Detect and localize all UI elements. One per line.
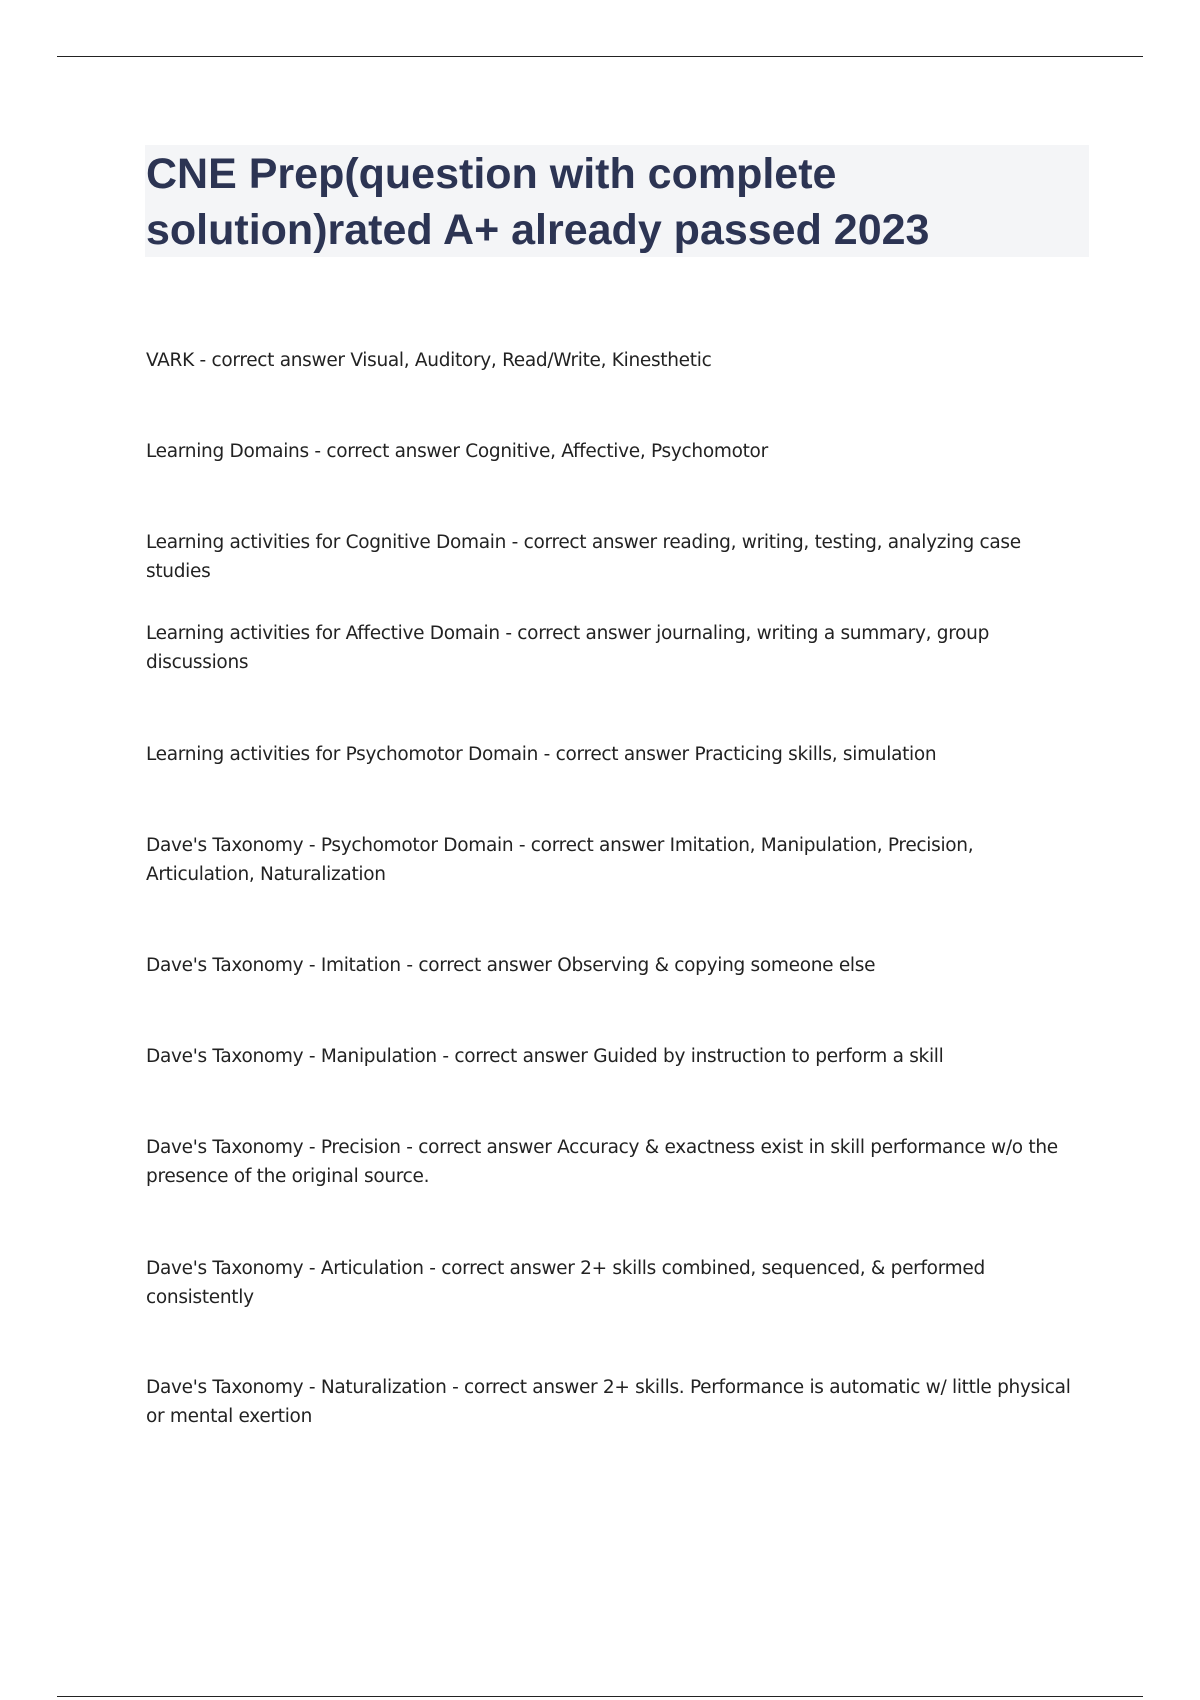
- qa-term: Learning activities for Cognitive Domain: [146, 532, 507, 553]
- qa-item-daves-precision: [146, 1133, 1086, 1191]
- qa-separator: - correct answer: [400, 1137, 558, 1158]
- qa-separator: - correct answer: [446, 1377, 603, 1398]
- qa-separator: - correct answer: [400, 955, 558, 976]
- qa-term: Learning Domains: [146, 441, 309, 462]
- qa-item-affective-activities: [146, 619, 1086, 677]
- qa-item-psychomotor-activities: [146, 740, 1086, 769]
- qa-term: Dave's Taxonomy - Articulation: [146, 1258, 424, 1279]
- qa-term: Dave's Taxonomy - Precision: [146, 1137, 401, 1158]
- qa-term: Dave's Taxonomy - Manipulation: [146, 1046, 437, 1067]
- qa-separator: - correct answer: [506, 532, 663, 553]
- qa-answer: reading, writing, testing, analyzing case studies: [146, 532, 1021, 582]
- qa-item-daves-manipulation: [146, 1042, 1086, 1071]
- qa-separator: - correct answer: [538, 744, 695, 765]
- qa-separator: - correct answer: [308, 441, 466, 462]
- qa-item-learning-domains: [146, 437, 1086, 466]
- qa-term: Dave's Taxonomy - Psychomotor Domain: [146, 835, 514, 856]
- qa-answer: Guided by instruction to perform a skill: [593, 1046, 944, 1067]
- qa-separator: - correct answer: [193, 350, 351, 371]
- qa-answer: Accuracy & exactness exist in skill performance w/o the presence of the original source.: [146, 1137, 1058, 1187]
- qa-separator: - correct answer: [513, 835, 670, 856]
- qa-item-daves-naturalization: [146, 1373, 1086, 1431]
- qa-separator: - correct answer: [436, 1046, 594, 1067]
- qa-separator: - correct answer: [499, 623, 657, 644]
- qa-item-daves-psychomotor: [146, 831, 1086, 889]
- qa-term: Dave's Taxonomy - Imitation: [146, 955, 401, 976]
- footer-rule: [57, 1696, 1143, 1697]
- qa-answer: 2+ skills. Performance is automatic w/ little physical or mental exertion: [146, 1377, 1071, 1427]
- qa-answer: journaling, writing a summary, group discussions: [146, 623, 990, 673]
- qa-term: Dave's Taxonomy - Naturalization: [146, 1377, 447, 1398]
- qa-item-vark: [146, 346, 1086, 375]
- header-rule: [57, 56, 1143, 57]
- qa-answer: Practicing skills, simulation: [694, 744, 937, 765]
- qa-separator: - correct answer: [423, 1258, 581, 1279]
- qa-term: VARK: [146, 350, 194, 371]
- qa-item-cognitive-activities: [146, 528, 1086, 586]
- qa-item-daves-imitation: [146, 951, 1086, 980]
- qa-answer: 2+ skills combined, sequenced, & performed consistently: [146, 1258, 985, 1308]
- qa-answer: Visual, Auditory, Read/Write, Kinesthetic: [350, 350, 712, 371]
- document-title: CNE Prep(question with complete solution)rated A+ already passed 2023: [146, 150, 930, 254]
- qa-term: Learning activities for Psychomotor Domain: [146, 744, 539, 765]
- qa-answer: Cognitive, Affective, Psychomotor: [465, 441, 768, 462]
- qa-answer: Imitation, Manipulation, Precision, Articulation, Naturalization: [146, 835, 974, 885]
- qa-term: Learning activities for Affective Domain: [146, 623, 500, 644]
- qa-item-daves-articulation: [146, 1254, 1086, 1312]
- qa-answer: Observing & copying someone else: [557, 955, 876, 976]
